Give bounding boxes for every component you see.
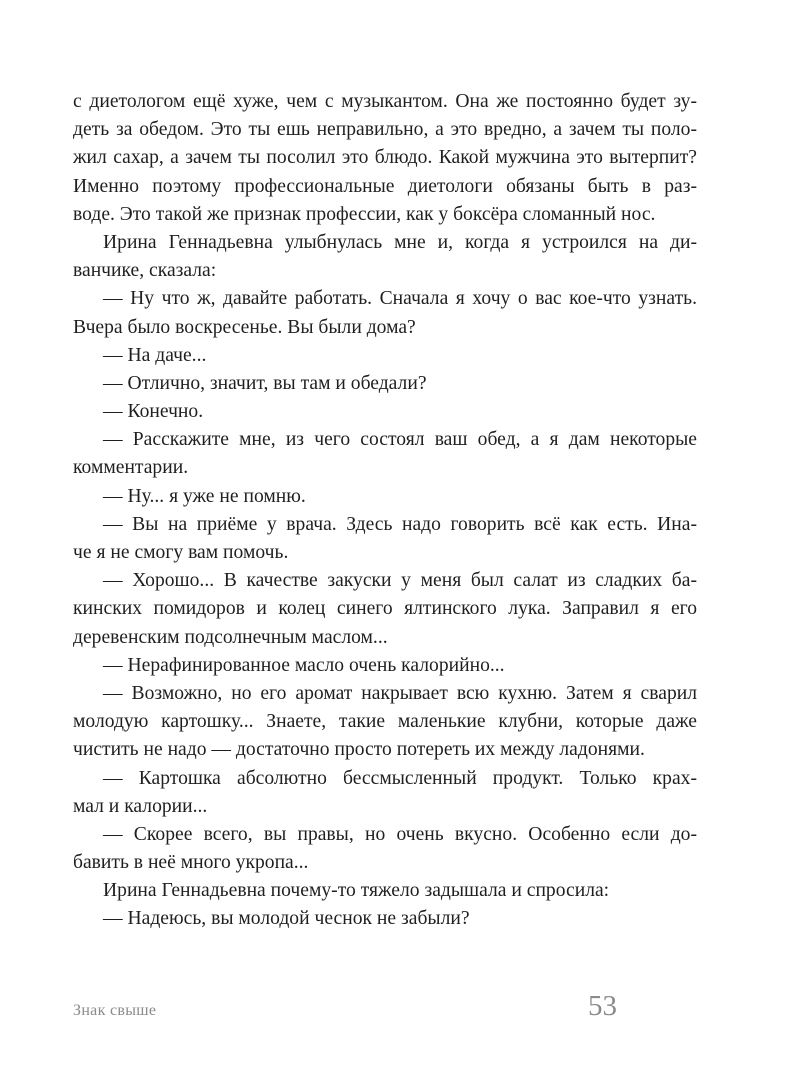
text-line: — Хорошо... В качестве закуски у меня был салат из сладких ба- <box>103 570 697 592</box>
page-body-text <box>73 88 697 934</box>
text-line: — Отлично, значит, вы там и обедали? <box>103 372 427 394</box>
text-line: — Ну... я уже не помню. <box>103 485 306 507</box>
running-title: Знак свыше <box>73 1002 157 1019</box>
text-line: ванчике, сказала: <box>73 260 217 282</box>
text-line: кинских помидоров и колец синего ялтинского лука. Заправил я его <box>73 598 697 620</box>
text-line: — Расскажите мне, из чего состоял ваш обед, а я дам некоторые <box>103 429 697 451</box>
text-line: — Конечно. <box>103 401 204 423</box>
text-line: с диетологом ещё хуже, чем с музыкантом. Она же постоянно будет зу- <box>73 91 697 112</box>
text-line: — Надеюсь, вы молодой чеснок не забыли? <box>103 908 470 930</box>
text-line: Вчера было воскресенье. Вы были дома? <box>73 316 416 338</box>
text-line: жил сахар, а зачем ты посолил это блюдо. Какой мужчина это вытерпит? <box>73 147 697 169</box>
text-line: — Скорее всего, вы правы, но очень вкусно. Особенно если до- <box>103 823 697 845</box>
text-line: деть за обедом. Это ты ешь неправильно, а это вредно, а зачем ты поло- <box>73 119 697 141</box>
text-line: мал и калории... <box>73 795 208 817</box>
text-line: — На даче... <box>103 344 207 366</box>
text-line: — Ну что ж, давайте работать. Сначала я хочу о вас кое-что узнать. <box>103 288 697 310</box>
text-line: — Картошка абсолютно бессмысленный продукт. Только крах- <box>103 767 697 789</box>
text-line: Именно поэтому профессиональные диетологи обязаны быть в раз- <box>73 175 697 197</box>
text-line: Ирина Геннадьевна улыбнулась мне и, когда я устроился на ди- <box>103 231 697 253</box>
page-number: 53 <box>588 990 617 1022</box>
text-line: молодую картошку... Знаете, такие маленькие клубни, которые даже <box>73 711 697 733</box>
text-line: бавить в неё много укропа... <box>73 852 309 874</box>
text-line: воде. Это такой же признак профессии, как у боксёра сломанный нос. <box>73 203 656 225</box>
text-line: Ирина Геннадьевна почему-то тяжело задышала и спросила: <box>103 880 610 902</box>
text-line: — Нерафинированное масло очень калорийно... <box>103 654 505 676</box>
text-line: — Возможно, но его аромат накрывает всю кухню. Затем я сварил <box>103 682 697 704</box>
text-line: деревенским подсолнечным маслом... <box>73 626 388 648</box>
text-line: че я не смогу вам помочь. <box>73 542 289 563</box>
text-line: чистить не надо — достаточно просто потереть их между ладонями. <box>73 739 645 761</box>
text-line: комментарии. <box>73 457 189 479</box>
text-line: — Вы на приёме у врача. Здесь надо говорить всё как есть. Ина- <box>103 513 697 535</box>
